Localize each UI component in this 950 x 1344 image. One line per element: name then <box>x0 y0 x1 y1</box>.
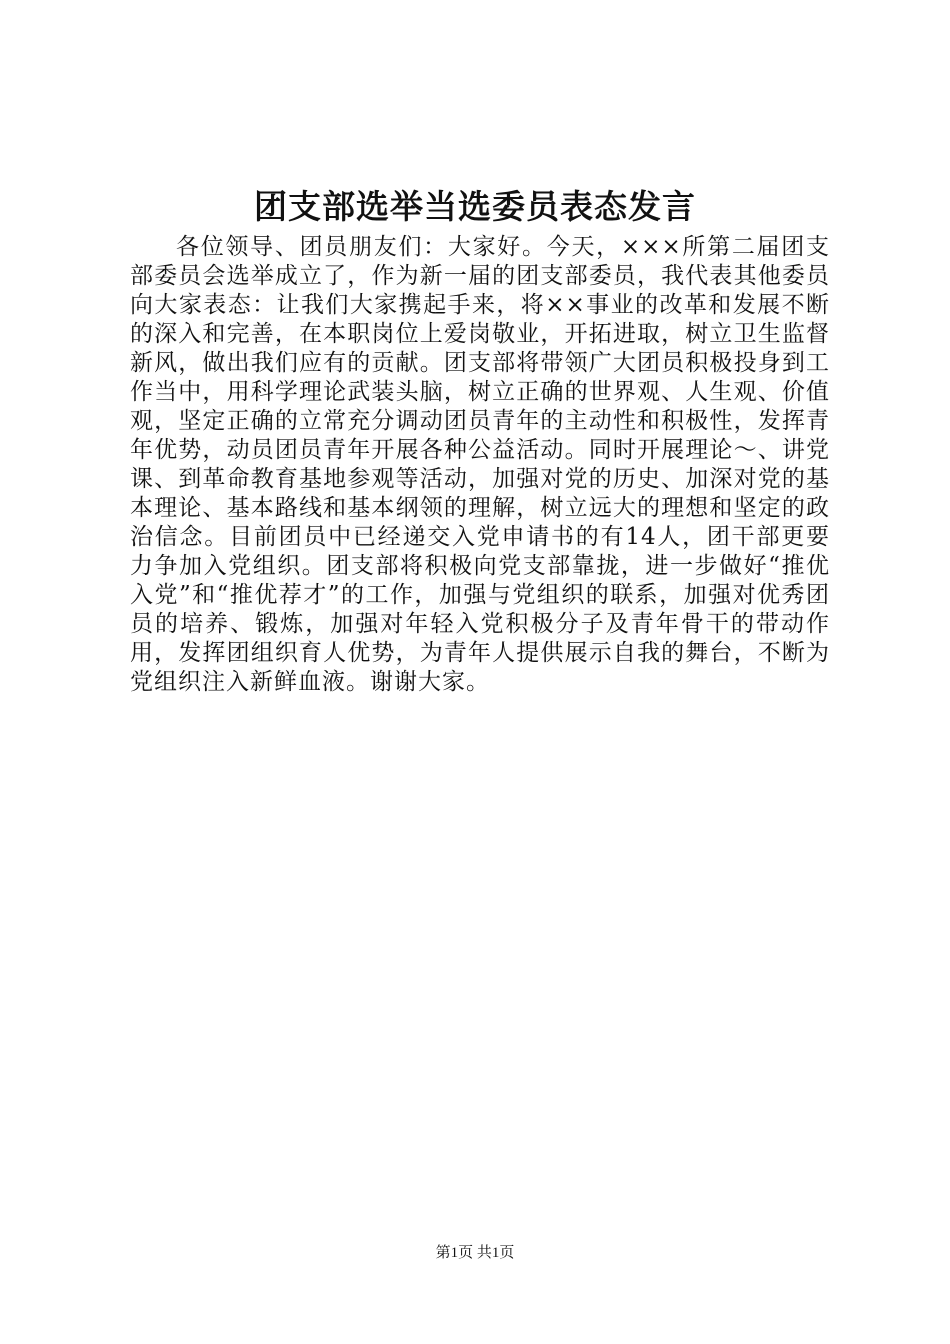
document-title: 团支部选举当选委员表态发言 <box>254 187 696 226</box>
document-body-paragraph: 各位领导、团员朋友们：大家好。今天，×××所第二届团支部委员会选举成立了，作为新一届的团支部委员，我代表其他委员向大家表态：让我们大家携起手来，将××事业的改革和发展不断的深入和完善，在本职岗位上爱岗敬业，开拓进取，树立卫生监督新风，做出我们应有的贡献。团支部将带领广大团员积极投身到工作当中，用科学理论武装头脑，树立正确的世界观、人生观、价值观，坚定正确的立常充分调动团员青年的主动性和积极性，发挥青年优势，动员团员青年开展各种公益活动。同时开展理论～、讲党课、到革命教育基地参观等活动，加强对党的历史、加深对党的基本理论、基本路线和基本纲领的理解，树立远大的理想和坚定的政治信念。目前团员中已经递交入党申请书的有14人，团干部更要力争加入党组织。团支部将积极向党支部靠拢，进一步做好“推优入党”和“推优荐才”的工作，加强与党组织的联系，加强对优秀团员的培养、锻炼，加强对年轻入党积极分子及青年骨干的带动作用，发挥团组织育人优势，为青年人提供展示自我的舞台，不断为党组织注入新鲜血液。谢谢大家。 <box>130 234 830 695</box>
page-footer: 第1页 共1页 <box>435 1245 515 1261</box>
